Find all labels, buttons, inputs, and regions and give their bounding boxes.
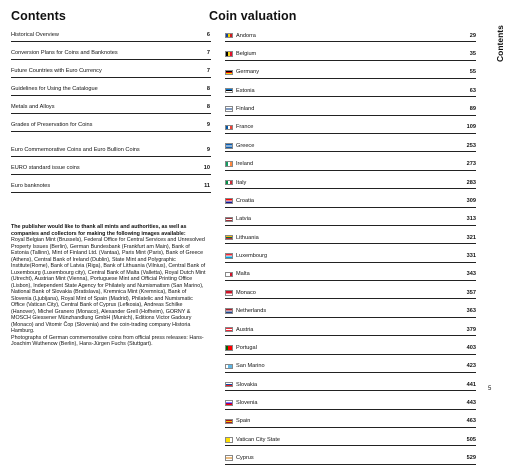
coin-country-row[interactable]: [225, 214, 476, 226]
country-flag-icon: [225, 217, 233, 223]
coin-valuation-heading: Coin valuation: [209, 9, 297, 23]
contents-item-page: 7: [206, 50, 210, 57]
contents-item-label: Conversion Plans for Coins and Banknotes: [11, 50, 118, 57]
contents-heading: Contents: [11, 9, 66, 23]
acknowledgements-photos: Photographs of German commemorative coins from official press releases: Hans-Joachim Wuthenow (Berlin), Hans-Jürgen Fuchs (Stuttgart).: [11, 334, 204, 347]
coin-country-name: Austria: [236, 326, 254, 333]
country-flag-icon: [225, 327, 233, 333]
coin-country-row[interactable]: [225, 48, 476, 60]
coin-country-page: 253: [466, 142, 476, 149]
coin-country-page: 463: [466, 418, 476, 425]
coin-country-row[interactable]: [225, 30, 476, 42]
acknowledgements-body: Royal Belgian Mint (Brussels), Federal Office for Central Services and Unresolved Property Issues (Berlin), German Bundesbank (Frankfurt am Main), Bank of Estonia (Tallinn), Mint of Finland Ltd. (Vantaa), Paris Mint (Paris), Bank of Greece (Athens), Central Bank of Ireland (Dublin), State Mint and Polygraphic Institute(Rome), Bank of Latvia (Riga), Bank of Lithuania (Vilnius), Central Bank of Luxembourg (Luxembourg city), Central Bank of Malta (Valletta), Royal Dutch Mint (Utrecht), Austrian Mint (Vienna), Portuguese Mint and Official Printing Office (Lisbon), Independent State Agency for Philately and Numismatism (San Marino), National Bank of Slovakia (Bratislava), Kremnica Mint (Kremnica), Bank of Slovenia (Ljubljana), Royal Mint of Spain (Madrid), Philatelic and Numismatic Office (Vatican City), Central Bank of Cyprus (Lefkosia), Andreas Schilke (Hanover), Michel Granero (Monaco), Alexander Grell (Hofheim), GORNY & MOSCH Giessener Münzhandlung GmbH (Munich), Editions Victor Gadoury (Monaco) and Vitomir Čop (Slovenia) and the coin-trading company Historia Hamburg.: [11, 237, 206, 334]
coin-country-page: 309: [466, 197, 476, 204]
country-flag-icon: [225, 198, 233, 204]
coin-country-page: 313: [466, 216, 476, 223]
contents-item-label: Historical Overview: [11, 32, 59, 39]
coin-country-name: Cyprus: [236, 455, 254, 462]
coin-country-row[interactable]: [225, 306, 476, 318]
coin-country-name: Greece: [236, 142, 255, 149]
contents-item[interactable]: [11, 66, 211, 78]
coin-country-row[interactable]: [225, 269, 476, 281]
contents-item-page: 8: [206, 104, 210, 111]
coin-country-row[interactable]: [225, 361, 476, 373]
contents-item-page: 7: [206, 68, 210, 75]
coin-country-page: 443: [466, 400, 476, 407]
contents-item[interactable]: [11, 163, 211, 175]
coin-country-page: 357: [466, 289, 476, 296]
contents-item-label: Euro banknotes: [11, 183, 51, 190]
country-flag-icon: [225, 382, 233, 388]
coin-country-row[interactable]: [225, 434, 476, 446]
coin-country-row[interactable]: [225, 251, 476, 263]
coin-country-name: Estonia: [236, 87, 255, 94]
coin-country-page: 35: [469, 50, 476, 57]
country-flag-icon: [225, 235, 233, 241]
country-flag-icon: [225, 70, 233, 76]
country-flag-icon: [225, 51, 233, 57]
coin-country-row[interactable]: [225, 159, 476, 171]
country-flag-icon: [225, 88, 233, 94]
country-flag-icon: [225, 161, 233, 167]
contents-item-label: Future Countries with Euro Currency: [11, 68, 102, 75]
coin-country-row[interactable]: [225, 67, 476, 79]
coin-country-page: 283: [466, 179, 476, 186]
contents-item[interactable]: [11, 30, 211, 42]
coin-country-name: Malta: [236, 271, 250, 278]
contents-list: [11, 30, 211, 199]
coin-country-name: Finland: [236, 106, 255, 113]
contents-item-label: Grades of Preservation for Coins: [11, 122, 93, 129]
coin-country-page: 273: [466, 161, 476, 168]
coin-country-row[interactable]: [225, 122, 476, 134]
contents-item[interactable]: [11, 48, 211, 60]
coin-country-page: 321: [466, 234, 476, 241]
country-flag-icon: [225, 33, 233, 39]
country-flag-icon: [225, 455, 233, 461]
contents-item[interactable]: [11, 84, 211, 96]
coin-country-name: Netherlands: [236, 308, 267, 315]
coin-country-name: Spain: [236, 418, 251, 425]
coin-country-name: Andorra: [236, 32, 256, 39]
coin-country-name: Belgium: [236, 50, 257, 57]
coin-country-row[interactable]: [225, 324, 476, 336]
coin-country-page: 379: [466, 326, 476, 333]
contents-item-label: EURO standard issue coins: [11, 165, 80, 172]
contents-item-page: 9: [206, 147, 210, 154]
contents-item-page: 11: [204, 183, 210, 190]
coin-country-name: San Marino: [236, 363, 265, 370]
contents-item-page: 10: [203, 165, 210, 172]
coin-country-name: Italy: [236, 179, 247, 186]
coin-country-row[interactable]: [225, 379, 476, 391]
country-flag-icon: [225, 272, 233, 278]
coin-country-page: 505: [466, 436, 476, 443]
coin-country-page: 441: [466, 381, 476, 388]
page-number: 5: [488, 386, 492, 392]
coin-country-name: Vatican City State: [236, 436, 281, 443]
coin-country-name: Portugal: [236, 344, 257, 351]
acknowledgements-heading: The publisher would like to thank all mints and authorities, as well as companies and collectors for making the following images available:: [11, 224, 187, 237]
contents-item[interactable]: [11, 102, 211, 114]
coin-country-name: Monaco: [236, 289, 256, 296]
coin-country-page: 343: [466, 271, 476, 278]
coin-country-page: 29: [469, 32, 476, 39]
coin-country-row[interactable]: [225, 398, 476, 410]
coin-country-page: 109: [466, 124, 476, 131]
contents-item-page: 6: [206, 32, 210, 39]
contents-item-label: Euro Commemorative Coins and Euro Bullion Coins: [11, 147, 140, 154]
coin-valuation-list: [225, 30, 476, 471]
coin-country-name: Lithuania: [236, 234, 259, 241]
coin-country-page: 363: [466, 308, 476, 315]
coin-country-name: France: [236, 124, 254, 131]
country-flag-icon: [225, 290, 233, 296]
country-flag-icon: [225, 437, 233, 443]
coin-country-page: 55: [469, 69, 476, 76]
coin-country-name: Latvia: [236, 216, 251, 223]
country-flag-icon: [225, 143, 233, 149]
coin-country-row[interactable]: [225, 177, 476, 189]
coin-country-row[interactable]: [225, 104, 476, 116]
coin-country-name: Ireland: [236, 161, 254, 168]
contents-item-page: 9: [206, 122, 210, 129]
coin-country-page: 403: [466, 344, 476, 351]
contents-item-page: 8: [206, 86, 210, 93]
contents-item[interactable]: [11, 138, 211, 157]
coin-country-name: Croatia: [236, 197, 255, 204]
country-flag-icon: [225, 106, 233, 112]
coin-country-row[interactable]: [225, 85, 476, 97]
coin-country-row[interactable]: [225, 453, 476, 465]
coin-country-row[interactable]: [225, 287, 476, 299]
coin-country-name: Slovakia: [236, 381, 258, 388]
country-flag-icon: [225, 419, 233, 425]
coin-country-page: 423: [466, 363, 476, 370]
side-tab-label: Contents: [495, 25, 505, 62]
country-flag-icon: [225, 125, 233, 131]
country-flag-icon: [225, 400, 233, 406]
coin-country-row[interactable]: [225, 342, 476, 354]
country-flag-icon: [225, 345, 233, 351]
country-flag-icon: [225, 364, 233, 370]
country-flag-icon: [225, 253, 233, 259]
acknowledgements: [11, 224, 208, 348]
coin-country-page: 89: [469, 106, 476, 113]
coin-country-row[interactable]: [225, 232, 476, 244]
contents-item-label: Metals and Alloys: [11, 104, 55, 111]
country-flag-icon: [225, 180, 233, 186]
coin-country-page: 331: [466, 253, 476, 260]
coin-country-page: 63: [469, 87, 476, 94]
coin-country-name: Luxembourg: [236, 253, 268, 260]
coin-country-row[interactable]: [225, 195, 476, 207]
contents-item-label: Guidelines for Using the Catalogue: [11, 86, 98, 93]
contents-item[interactable]: [11, 120, 211, 132]
coin-country-name: Germany: [236, 69, 260, 76]
country-flag-icon: [225, 308, 233, 314]
coin-country-row[interactable]: [225, 416, 476, 428]
coin-country-page: 529: [466, 455, 476, 462]
side-tab: [482, 6, 505, 66]
coin-country-row[interactable]: [225, 140, 476, 152]
contents-item[interactable]: [11, 181, 211, 193]
coin-country-name: Slovenia: [236, 400, 258, 407]
